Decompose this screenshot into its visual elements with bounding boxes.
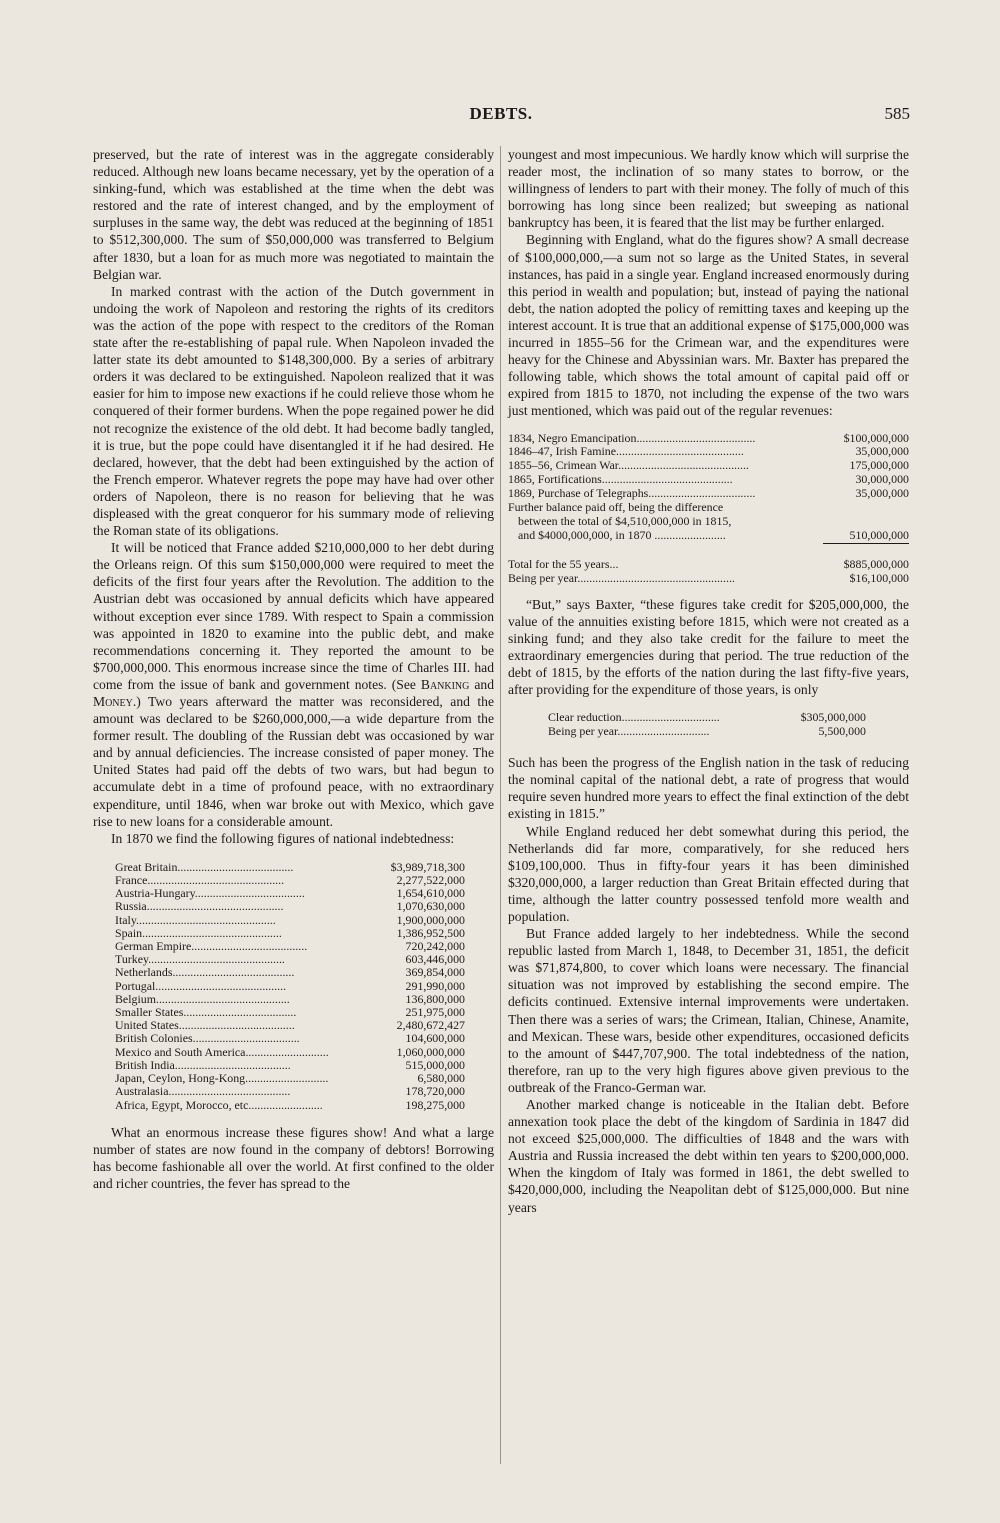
row-label-text: Total for the 55 years bbox=[508, 556, 610, 571]
dot-leader: .............................................. bbox=[148, 953, 285, 967]
national-indebtedness-table bbox=[115, 861, 465, 1112]
table-cell-value: 35,000,000 bbox=[855, 486, 909, 501]
table-cell-value: $885,000,000 bbox=[823, 543, 909, 571]
table-cell-label bbox=[115, 927, 375, 940]
dot-leader: ..................................... bbox=[194, 887, 305, 901]
dot-leader: ......................................... bbox=[168, 1085, 291, 1099]
table-cell-value: 1,060,000,000 bbox=[396, 1044, 465, 1059]
dot-leader: ............................................. bbox=[155, 992, 290, 1006]
paragraph: In 1870 we find the following figures of national indebtedness: bbox=[111, 830, 455, 846]
table-cell-label bbox=[508, 543, 823, 571]
table-cell-label bbox=[115, 1072, 375, 1085]
table-row bbox=[508, 459, 909, 473]
row-label-text: and $4000,000,000, in 1870 bbox=[518, 528, 652, 543]
cross-reference-banking: Banking bbox=[420, 676, 470, 692]
row-label-text: Netherlands bbox=[115, 966, 173, 980]
dot-leader: ....................................... bbox=[191, 940, 308, 954]
paragraph: What an enormous increase these figures show! And what a large number of states are now found in the company of debtors! Borrowing has become fashionable all over the world. At first confined to the older and richer countries, the fever has spread to the bbox=[93, 1124, 494, 1191]
dot-leader: .............................................. bbox=[147, 874, 285, 888]
row-label-text: British India bbox=[115, 1058, 175, 1072]
paragraph: youngest and most impecunious. We hardly know which will surprise the reader most, the inclination of so many states to borrow, or the willingness of lenders to part with their money. The folly of much of this borrowing has long since been realized; but sweeping as national bankruptcy has been, it is feared that the list may be further enlarged. bbox=[508, 147, 909, 231]
table-cell-label bbox=[115, 914, 375, 927]
table-row bbox=[508, 543, 909, 571]
dot-leader: .............................................. bbox=[146, 900, 284, 914]
table-row bbox=[508, 432, 909, 446]
running-title: DEBTS. bbox=[469, 104, 533, 123]
table-cell-value: 1,386,952,500 bbox=[396, 925, 465, 940]
paragraph: Such has been the progress of the English nation in the task of reducing the nominal capital of the national debt, a rate of progress that would require seven hundred more years to effect the final extinction of the debt existing in 1815.” bbox=[508, 755, 909, 822]
paragraph: Another marked change is noticeable in the Italian debt. Before annexation took place the debt of the kingdom of Sardinia in 1847 did not exceed $25,000,000. The difficulties of 1848 and the wars with Austria and Russia increased the debt within ten years to $200,000,000. When the kingdom of Italy was formed in 1861, the debt swelled to $420,000,000, including the Neapolitan debt of $125,000,000. But nine years bbox=[508, 1097, 909, 1215]
row-label-text: Italy bbox=[115, 913, 137, 927]
paragraph: While England reduced her debt somewhat during this period, the Netherlands did far more, comparatively, for she reduced hers $109,100,000. Thus in fifty-four years it has been diminished $320,000,000, a larger reduction than Great Britain effected during that time, although the latter country possessed tenfold more wealth and population. bbox=[508, 823, 909, 924]
dot-leader: ............................................ bbox=[618, 459, 749, 473]
dot-leader: ............................................ bbox=[601, 473, 733, 487]
table-cell-label bbox=[508, 432, 823, 446]
paragraph-text: It will be noticed that France added $210,000,000 to her debt during the Orleans reign. Of this sum $150,000,000 were required to meet the deficits of the first four years after the Revolution. The addition to the Austrian debt was occasioned by annual deficits which have appeared without exception ever since 1789. With respect to Spain a commission was appointed in 1820 to examine into the public debt, and make recommendations concerning it. They reported the amount to be $700,000,000. This enormous increase since the time of Charles III. had come from the issue of bank and government notes. (See bbox=[93, 540, 494, 692]
table-cell-value: 136,800,000 bbox=[405, 991, 465, 1006]
table-row bbox=[548, 724, 866, 738]
table-cell-label bbox=[508, 473, 823, 487]
table-cell-label bbox=[548, 710, 778, 724]
row-label-text: Great Britain bbox=[115, 860, 178, 874]
table-row bbox=[115, 900, 465, 913]
table-cell-value: 369,854,000 bbox=[405, 965, 465, 980]
table-cell-label bbox=[115, 953, 375, 966]
table-cell-label bbox=[508, 487, 823, 501]
table-cell-value: 5,500,000 bbox=[818, 724, 866, 739]
row-label-text: Portugal bbox=[115, 979, 156, 993]
table-row bbox=[548, 710, 866, 724]
table-cell-value: 515,000,000 bbox=[405, 1057, 465, 1072]
paragraph bbox=[93, 539, 494, 830]
table-cell-label bbox=[115, 1046, 375, 1059]
paragraph-text: and bbox=[469, 676, 494, 692]
table-row bbox=[508, 487, 909, 501]
table-cell-label bbox=[115, 1019, 375, 1032]
table-row bbox=[508, 572, 909, 586]
left-column bbox=[93, 146, 494, 1192]
row-label-text: 1865, Fortifications bbox=[508, 473, 602, 487]
table-cell-value: 2,277,522,000 bbox=[396, 873, 465, 888]
table-row bbox=[115, 980, 465, 993]
page-header bbox=[92, 104, 910, 128]
capital-paid-off-table bbox=[508, 432, 909, 586]
row-label-text: Being per year bbox=[508, 571, 578, 585]
dot-leader: .................................... bbox=[192, 1032, 300, 1046]
column-divider bbox=[500, 146, 501, 1464]
dot-leader: ........................ bbox=[651, 528, 726, 543]
dot-leader: ..................................................... bbox=[577, 571, 735, 585]
dot-leader: ....................................... bbox=[177, 860, 294, 874]
dot-leader: ............................ bbox=[245, 1045, 329, 1059]
row-label-text: 1855–56, Crimean War bbox=[508, 459, 619, 473]
cross-reference-money: Money bbox=[93, 694, 133, 709]
page-number: 585 bbox=[884, 104, 910, 123]
table-cell-label bbox=[508, 572, 823, 586]
row-label-text: Austria-Hungary bbox=[115, 887, 195, 901]
dot-leader: .................................... bbox=[648, 487, 756, 501]
table-cell-value: 6,580,000 bbox=[417, 1071, 465, 1086]
paragraph: But France added largely to her indebtedness. While the second republic lasted from March 1, 1848, to December 31, 1851, the deficit was $71,874,800, to cover which loans were necessary. The financial situation was not improved by establishing the second empire. The deficits continued. Extensive internal improvements were undertaken. Then there was a series of wars; the Crimean, Italian, Chinese, Anamite, and Mexican. These wars, beside other expenditures, occasioned deficits to the amount of $447,707,900. The total indebtedness of the nation, therefore, ran up to the very high figures above given previous to the outbreak of the Franco-German war. bbox=[508, 926, 909, 1095]
table-cell-value: 1,900,000,000 bbox=[396, 912, 465, 927]
table-row bbox=[115, 1046, 465, 1059]
row-label-text: France bbox=[115, 874, 148, 888]
dot-leader: ......................................... bbox=[172, 966, 295, 980]
table-cell-value: 178,720,000 bbox=[405, 1084, 465, 1099]
table-cell-label bbox=[548, 724, 778, 738]
table-cell-value: 1,654,610,000 bbox=[396, 886, 465, 901]
table-cell-value: 291,990,000 bbox=[405, 978, 465, 993]
table-cell-value: $305,000,000 bbox=[800, 710, 866, 725]
table-cell-value: 175,000,000 bbox=[849, 458, 909, 473]
table-row bbox=[508, 529, 909, 543]
dot-leader: ........................................... bbox=[616, 445, 744, 459]
table-cell-label bbox=[508, 529, 823, 543]
row-label-text: 1869, Purchase of Telegraphs bbox=[508, 487, 649, 501]
table-cell-value: $100,000,000 bbox=[843, 430, 909, 445]
table-cell-value: $3,989,718,300 bbox=[390, 859, 465, 874]
table-cell-value: 251,975,000 bbox=[405, 1005, 465, 1020]
table-row bbox=[508, 515, 909, 529]
table-cell-label bbox=[115, 940, 375, 953]
row-label-text: Smaller States bbox=[115, 1006, 184, 1020]
row-label-text: Being per year bbox=[548, 724, 618, 739]
table-cell-label bbox=[115, 1006, 375, 1019]
table-cell-value: 35,000,000 bbox=[855, 444, 909, 459]
row-label-text: Clear reduction bbox=[548, 710, 622, 725]
table-row bbox=[115, 1059, 465, 1072]
dot-leader: ............................ bbox=[245, 1072, 329, 1086]
table-row bbox=[115, 1085, 465, 1098]
table-cell-value: 1,070,630,000 bbox=[396, 899, 465, 914]
row-label-text: United States bbox=[115, 1019, 179, 1033]
row-label-text: Australasia bbox=[115, 1085, 169, 1099]
paragraph: preserved, but the rate of interest was in the aggregate considerably reduced. Although new loans became necessary, yet by the operation of a sinking-fund, which was established at the time when the debt was restored and the rate of interest changed, and by the employment of surpluses in the same way, the debt was reduced at the beginning of 1851 to $512,300,000. The sum of $50,000,000 was transferred to Belgium after 1830, but a loan for as much more was negotiated to maintain the Belgian war. bbox=[93, 147, 494, 282]
table-cell-label: between the total of $4,510,000,000 in 1815, bbox=[518, 513, 732, 528]
paragraph: In marked contrast with the action of the Dutch government in undoing the work of Napoleon and restoring the rights of its creditors was the action of the pope with respect to the creditors of the Roman state after the re-establishing of papal rule. When Napoleon invaded the latter state its debt amounted to $148,300,000. By a series of arbitrary orders it was declared to be extinguished. Napoleon realized that it was easier for him to impose new exactions if he could relieve those whom he conquered of their former burdens. When the pope regained power he did not recognize the existence of the old debt. It had become badly tangled, it is true, but the pope could have disentangled it if he had desired. He declared, however, that the debt had been extinguished by the action of the French emperor. Whatever regrets the pope may have had over other orders of Napoleon, there is no reason for believing that he was displeased with the great conqueror for his summary mode of relieving the Roman state of its obligations. bbox=[93, 283, 494, 539]
row-label-text: 1846–47, Irish Famine bbox=[508, 445, 616, 459]
table-cell-label bbox=[115, 1059, 375, 1072]
paragraph-text: .) Two years afterward the matter was reconsidered, and the amount was declared to be $260,000,000,—a wide departure from the former result. The doubling of the Russian debt was occasioned by war and by annual deficiencies. The increase consisted of paper money. The United States had paid off the debts of two wars, but had begun to accumulate debt in a time of profound peace, with no extraordinary expenditure, until 1846, when war broke out with Mexico, which gave rise to new loans for a considerable amount. bbox=[93, 694, 494, 829]
table-row bbox=[115, 914, 465, 927]
right-column bbox=[508, 146, 909, 1216]
row-label-text: British Colonies bbox=[115, 1032, 193, 1046]
dot-leader: ...................................... bbox=[183, 1006, 297, 1020]
row-label-text: Belgium bbox=[115, 992, 156, 1006]
table-cell-value: 720,242,000 bbox=[405, 939, 465, 954]
table-cell-label bbox=[508, 459, 823, 473]
table-row bbox=[115, 966, 465, 979]
table-cell-label bbox=[115, 980, 375, 993]
table-cell-label bbox=[115, 861, 375, 874]
dot-leader: ............................................... bbox=[136, 913, 276, 927]
table-row bbox=[508, 445, 909, 459]
table-cell-label bbox=[115, 1099, 375, 1112]
table-cell-label bbox=[115, 1032, 375, 1045]
table-cell-value: 2,480,672,427 bbox=[396, 1018, 465, 1033]
dot-leader: ....................................... bbox=[174, 1058, 291, 1072]
row-label-text: Russia bbox=[115, 900, 147, 914]
table-cell-label bbox=[508, 445, 823, 459]
row-label-text: Africa, Egypt, Morocco, etc bbox=[115, 1098, 249, 1112]
row-label-text: 1834, Negro Emancipation bbox=[508, 431, 637, 445]
table-cell-value: $16,100,000 bbox=[849, 570, 909, 585]
table-cell-label bbox=[115, 887, 375, 900]
dot-leader: ............................... bbox=[617, 724, 710, 739]
table-cell-value: 198,275,000 bbox=[405, 1097, 465, 1112]
table-cell-value: 104,600,000 bbox=[405, 1031, 465, 1046]
dot-leader: ............................................... bbox=[142, 926, 282, 940]
dot-leader: ............................................ bbox=[155, 979, 287, 993]
row-label-text: Spain bbox=[115, 926, 143, 940]
table-cell-label bbox=[115, 966, 375, 979]
table-row bbox=[115, 1099, 465, 1112]
table-cell-label bbox=[115, 1085, 375, 1098]
dot-leader: ................................. bbox=[621, 710, 720, 725]
table-cell-label bbox=[115, 874, 375, 887]
clear-reduction-table bbox=[548, 710, 866, 738]
table-row bbox=[115, 1032, 465, 1045]
table-row bbox=[508, 473, 909, 487]
row-label-text: Turkey bbox=[115, 953, 149, 967]
dot-leader: ........................................ bbox=[636, 431, 756, 445]
table-cell-label: Further balance paid off, being the difference bbox=[508, 500, 724, 515]
paragraph: Beginning with England, what do the figures show? A small decrease of $100,000,000,—a sum not so large as the United States, in several instances, has paid in a single year. England increased enormously during this period in wealth and population; but, instead of paying the national debt, the nation adopted the policy of remitting taxes and keeping up the interest account. It is true that an additional expense of $175,000,000 was incurred in 1855–56 for the Crimean war, and the expenditures were heavy for the Chinese and Abyssinian wars. Mr. Baxter has prepared the following table, which shows the total amount of capital paid off or expired from 1815 to 1870, not including the expense of the two wars just mentioned, which was paid out of the regular revenues: bbox=[508, 232, 909, 419]
dot-leader: ....................................... bbox=[178, 1019, 295, 1033]
table-row bbox=[508, 501, 909, 515]
dot-leader: ......................... bbox=[248, 1098, 323, 1112]
table-cell-value: 510,000,000 bbox=[849, 527, 909, 542]
table-cell-label bbox=[115, 993, 375, 1006]
row-label-text: German Empire bbox=[115, 940, 192, 954]
row-label-text: Mexico and South America bbox=[115, 1045, 246, 1059]
table-cell-value: 603,446,000 bbox=[405, 952, 465, 967]
table-cell-value: 30,000,000 bbox=[855, 472, 909, 487]
row-label-text: Japan, Ceylon, Hong-Kong bbox=[115, 1072, 246, 1086]
paragraph: “But,” says Baxter, “these figures take credit for $205,000,000, the value of the annuities existing before 1815, which were not created as a sinking fund; and they also take credit for the failure to meet the extraordinary emergencies during that period. The true reduction of the debt of 1815, by the efforts of the nation during the last fifty-five years, after providing for the expenditure of those years, is only bbox=[508, 596, 909, 698]
table-cell-label bbox=[115, 900, 375, 913]
dot-leader: ... bbox=[609, 556, 619, 571]
